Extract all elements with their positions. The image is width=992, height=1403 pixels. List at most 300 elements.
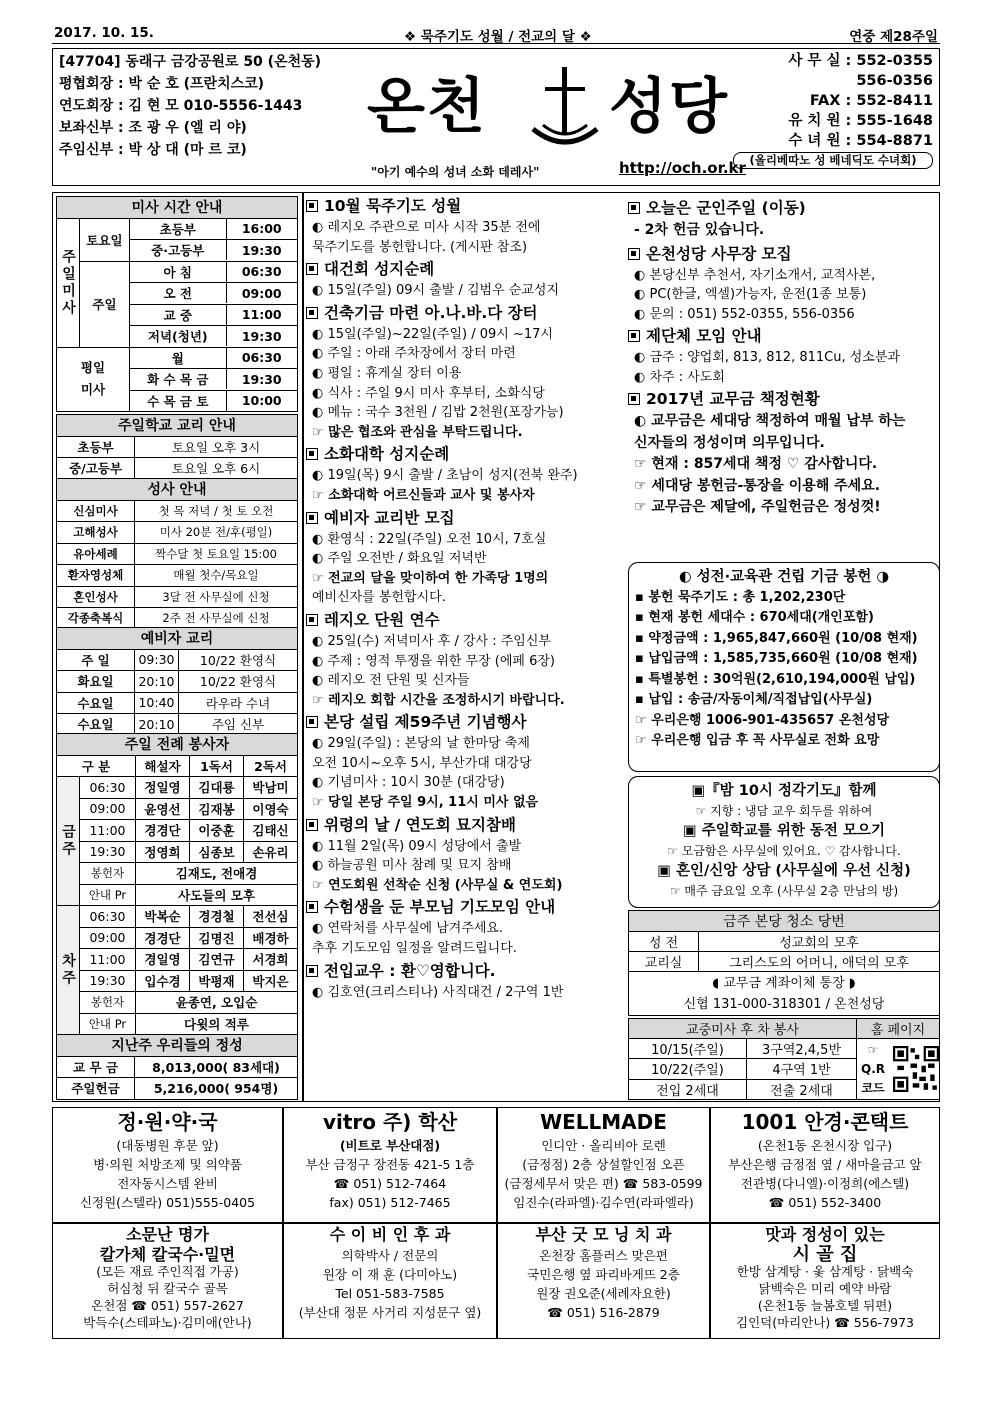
notice-line: ◐ 25일(수) 저녁미사 후 / 강사 : 주임신부 xyxy=(312,633,551,649)
announcement-line: ◐ 본당신부 추천서, 자기소개서, 교적사본, xyxy=(634,267,876,283)
ad-line: 전자동시스템 완비 xyxy=(117,1176,218,1191)
class-time: 20:10 xyxy=(135,714,179,736)
pastor: 주임신부 : 박 상 대 (마 르 코) xyxy=(59,142,247,158)
notice-line: ◐ 11월 2일(목) 09시 성당에서 출발 xyxy=(312,838,522,854)
mass-time: 09:00 xyxy=(80,798,136,820)
reader-1: 이중훈 xyxy=(190,820,244,842)
notice-heading xyxy=(306,895,624,919)
ad-block xyxy=(52,1223,283,1339)
mass-time: 19:30 xyxy=(80,970,136,992)
offertory-label: 봉헌자 xyxy=(80,863,136,885)
notice-line: ◐ 식사 : 주일 9시 미사 후부터, 소화식당 xyxy=(312,385,545,401)
catechumen-title: 예비자 교리 xyxy=(57,628,298,650)
notice-line: ◐ 김호연(크리스티나) 사직대건 / 2구역 1반 xyxy=(312,984,564,1000)
sacrament-name: 혼인성사 xyxy=(57,586,135,608)
ad-line: (부산대 정문 사거리 지성문구 옆) xyxy=(298,1305,482,1320)
announcement-line: ☞ 교무금은 제달에, 주일헌금은 정성껏! xyxy=(634,499,881,516)
ad-line: (금정세무서 맞은 편) ☎ 583-0599 xyxy=(504,1176,703,1191)
reader-1: 김재봉 xyxy=(190,798,244,820)
moved-parishioners: 전출 2세대 xyxy=(747,1079,857,1099)
mass-schedule-title: 미사 시간 안내 xyxy=(57,197,298,219)
month-theme: ❖ 묵주기도 성월 / 전교의 달 ❖ xyxy=(404,29,592,45)
reader-2: 손유리 xyxy=(244,841,298,863)
announcement-heading xyxy=(628,242,940,266)
mass-time: 11:00 xyxy=(241,307,282,323)
announcement-line: - 2차 헌금 있습니다. xyxy=(634,222,765,238)
address: [47704] 동래구 금강공원로 50 (온천동) xyxy=(59,54,322,70)
sacrament-info: 미사 20분 전/후(평일) xyxy=(135,522,298,544)
sacrament-info: 2주 전 사무실에 신청 xyxy=(135,608,298,630)
sunday-school-table xyxy=(56,414,298,480)
commentator: 박복순 xyxy=(136,906,190,928)
ad-line: 병·의원 처방조제 및 의약품 xyxy=(93,1157,242,1172)
service-date: 10/15(주일) xyxy=(629,1039,747,1059)
sacrament-info: 첫 목 저녁 / 첫 토 오전 xyxy=(135,500,298,522)
ad-line: (금정점) 2층 상설할인점 오픈 xyxy=(522,1157,685,1172)
ad-title: 정·원·약·국 xyxy=(117,1110,218,1134)
notice-title: 전입교우 : 환♡영합니다. xyxy=(324,961,496,980)
mass-time: 06:30 xyxy=(80,906,136,928)
council-president: 평협회장 : 박 순 호 (프란치스코) xyxy=(59,76,265,92)
last-week-offering-table xyxy=(56,1034,298,1100)
bullet-square-icon xyxy=(628,393,640,405)
notice-line: ◐ 15일(주일)~22일(주일) / 09시 ~17시 xyxy=(312,326,553,342)
announcement-heading xyxy=(628,387,940,411)
usher-label: 안내 Pr xyxy=(80,884,136,906)
notice-line: 추후 기도모임 일정을 알려드립니다. xyxy=(312,941,517,957)
ad-line: ☎ 051) 512-7464 xyxy=(333,1176,447,1191)
fund-line: ▪ 납입금액 : 1,585,735,660원 (10/08 현재) xyxy=(635,651,918,666)
mass-schedule-table xyxy=(56,196,298,412)
sacrament-info: 3달 전 사무실에 신청 xyxy=(135,586,298,608)
info-note: ☞ 지향 : 냉담 교우 회두를 위하여 xyxy=(695,804,873,818)
cross-logo-icon xyxy=(529,63,601,159)
ad-title: 수 이 비 인 후 과 xyxy=(329,1225,451,1244)
notice-line: 묵주기도를 봉헌합니다. (게시판 참조) xyxy=(312,239,528,255)
ad-line: 전관병(다니엘)·이정희(에스텔) xyxy=(740,1176,910,1191)
mass-row-label: 초등부 xyxy=(130,219,226,239)
notice-title: 대건회 성지순례 xyxy=(324,260,435,279)
notice-line: 오전 10시~오후 5시, 부산가대 대강당 xyxy=(312,755,532,771)
ad-line: 닭백숙은 미리 예약 바람 xyxy=(758,1281,892,1296)
mass-time: 10:00 xyxy=(241,393,282,409)
bullet-square-icon xyxy=(306,901,318,913)
catechumen-table xyxy=(56,627,298,736)
ad-block xyxy=(710,1223,940,1339)
service-group: 4구역 1반 xyxy=(747,1059,857,1079)
qr-label: Q.R xyxy=(861,1061,885,1076)
notice-line: ◐ 15일(주일) 09시 출발 / 김범우 순교성지 xyxy=(312,283,559,299)
offering-type: 교 무 금 xyxy=(57,1056,135,1078)
class-time: 10:40 xyxy=(135,692,179,714)
notice-line: ☞ 전교의 달을 맞이하여 한 가족당 1명의 xyxy=(312,570,549,586)
col-header: 1독서 xyxy=(190,755,244,777)
class-time: 09:30 xyxy=(135,649,179,671)
notice-title: 수험생을 둔 부모님 기도모임 안내 xyxy=(324,898,556,917)
announcement-title: 오늘은 군인주일 (이동) xyxy=(646,199,806,217)
ad-line: (모든 재료 주인직접 가공) xyxy=(96,1264,239,1279)
announcement-line: ☞ 세대당 봉헌금-통장을 이용해 주세요. xyxy=(634,477,881,494)
notice-title: 소화대학 성지순례 xyxy=(324,445,450,464)
announcement-heading xyxy=(628,196,940,220)
patron-motto: "아기 예수의 성녀 소화 데레사" xyxy=(371,165,540,179)
notice-line: ◐ 환영식 : 22일(주일) 오전 10시, 7호실 xyxy=(312,531,547,547)
class-note: 10/22 환영식 xyxy=(179,671,298,693)
bullet-square-icon xyxy=(628,330,640,342)
commentator: 입수경 xyxy=(136,970,190,992)
bullet-square-icon xyxy=(306,200,318,212)
ad-block xyxy=(710,1107,940,1223)
mass-time: 11:00 xyxy=(80,820,136,842)
offering-title: 지난주 우리들의 정성 xyxy=(57,1035,298,1057)
ad-line: 부산은행 금정점 옆 / 새마을금고 앞 xyxy=(728,1157,922,1172)
ad-title: WELLMADE xyxy=(540,1110,667,1134)
class-note: 라우라 수녀 xyxy=(179,692,298,714)
sacrament-name: 환자영성체 xyxy=(57,565,135,587)
notice-line: 예비신자를 봉헌합시다. xyxy=(312,590,446,606)
reader-2: 서경희 xyxy=(244,949,298,971)
cleaning-duty-table xyxy=(628,910,940,1016)
parish-title xyxy=(361,55,741,155)
service-date: 10/22(주일) xyxy=(629,1059,747,1079)
convent-phone: 수 녀 원 : 554-8871 xyxy=(788,133,933,149)
commentator: 정일영 xyxy=(136,777,190,799)
usher-group: 사도들의 모후 xyxy=(136,884,298,906)
offertory-names: 윤종연, 오입순 xyxy=(136,992,298,1014)
kindergarten-phone: 유 치 원 : 555-1648 xyxy=(788,113,933,129)
mass-time: 19:30 xyxy=(241,242,282,258)
convent-name: (올리베따노 성 베네딕도 수녀회) xyxy=(733,152,933,169)
ad-line: 의학박사 / 전문의 xyxy=(341,1248,439,1263)
parish-contacts xyxy=(59,51,359,161)
sacrament-name: 유아세례 xyxy=(57,543,135,565)
info-note: ☞ 매주 금요일 오후 (사무실 2층 만남의 방) xyxy=(669,884,899,898)
ad-line: 온천장 홈플러스 맞은편 xyxy=(539,1248,668,1263)
mass-row-label: 교 중 xyxy=(130,305,226,325)
announcement-title: 2017년 교무금 책정현황 xyxy=(646,390,820,409)
mass-time: 06:30 xyxy=(241,350,282,366)
commentator: 경경단 xyxy=(136,820,190,842)
usher-label: 안내 Pr xyxy=(80,1013,136,1035)
notice-line: ◐ 레지오 전 단원 및 신자들 xyxy=(312,673,470,689)
qr-code-icon[interactable] xyxy=(893,1046,939,1092)
fax: FAX : 552-8411 xyxy=(809,93,933,109)
sacrament-name: 고해성사 xyxy=(57,522,135,544)
ad-block xyxy=(52,1107,283,1223)
info-heading: ▣ 주일학교를 위한 동전 모으기 xyxy=(683,823,885,839)
mass-time: 06:30 xyxy=(241,264,282,280)
ad-line: 원장 이 재 훈 (다미아노) xyxy=(322,1267,458,1282)
parish-website-link[interactable]: http://och.or.kr xyxy=(619,159,746,177)
notice-heading xyxy=(306,442,624,466)
notice-title: 건축기금 마련 아.나.바.다 장터 xyxy=(324,303,538,322)
liturgy-title: 주일 전례 봉사자 xyxy=(57,734,298,756)
ad-line: ☎ 051) 552-3400 xyxy=(768,1195,882,1210)
offering-amount: 8,013,000( 83세대) xyxy=(135,1056,298,1078)
building-fund-box xyxy=(628,562,940,772)
sacraments-title: 성사 안내 xyxy=(57,479,298,501)
class-day: 주 일 xyxy=(57,649,135,671)
reader-2: 전선심 xyxy=(244,906,298,928)
col-header: 구 분 xyxy=(57,755,136,777)
school-time: 토요일 오후 3시 xyxy=(135,436,298,458)
school-level: 중/고등부 xyxy=(57,458,135,480)
mass-row-label: 저녁(청년) xyxy=(130,326,226,346)
column-divider xyxy=(302,192,304,1102)
ad-line: 신정원(스텔라) 051)555-0405 xyxy=(79,1195,256,1210)
mass-time: 16:00 xyxy=(241,221,282,237)
notice-line: ◐ 레지오 주관으로 미사 시작 35분 전에 xyxy=(312,220,541,235)
reader-1: 심종보 xyxy=(190,841,244,863)
notice-line: ◐ 평일 : 휴게실 장터 이용 xyxy=(312,365,462,381)
cleaning-area: 교리실 xyxy=(629,952,699,972)
ad-line: 허심청 뒤 칼국수 골목 xyxy=(107,1281,228,1296)
mass-time: 11:00 xyxy=(80,949,136,971)
notice-line: ☞ 레지오 회합 시간을 조정하시기 바랍니다. xyxy=(312,692,565,708)
ad-line: 박득수(스테파노)·김미애(안나) xyxy=(83,1315,252,1330)
office-phone: 사 무 실 : 552-0355 xyxy=(788,53,933,69)
offering-type: 주일헌금 xyxy=(57,1078,135,1100)
reader-1: 박평재 xyxy=(190,970,244,992)
prayer-info-box xyxy=(628,776,940,908)
tea-service-title: 교중미사 후 차 봉사 xyxy=(629,1019,857,1039)
notice-title: 예비자 교리반 모집 xyxy=(324,508,455,527)
commentator: 경일영 xyxy=(136,949,190,971)
new-parishioners: 전입 2세대 xyxy=(629,1079,747,1099)
offertory-label: 봉헌자 xyxy=(80,992,136,1014)
reader-1: 경경철 xyxy=(190,906,244,928)
sacrament-name: 신심미사 xyxy=(57,500,135,522)
fund-line: ▪ 현재 봉헌 세대수 : 670세대(개인포함) xyxy=(635,610,874,625)
title-part-1: 온천 xyxy=(367,72,487,142)
reader-2: 배경하 xyxy=(244,927,298,949)
announcement-title: 온천성당 사무장 모집 xyxy=(646,244,792,263)
info-note: ☞ 모금함은 사무실에 있어요. ♡ 감사합니다. xyxy=(667,844,901,858)
this-week-label: 금주 xyxy=(57,777,80,906)
liturgy-servers-table xyxy=(56,733,298,1035)
saturday-label: 토요일 xyxy=(80,218,130,261)
ad-line: 국민은행 옆 파리바게뜨 2층 xyxy=(527,1267,680,1282)
ad-line: 원장 권오준(세례자요한) xyxy=(536,1286,671,1301)
ad-line: Tel 051-583-7585 xyxy=(335,1286,445,1301)
notice-heading xyxy=(306,301,624,325)
ad-line: 칼가체 칼국수·밀면 xyxy=(99,1245,236,1264)
class-note: 10/22 환영식 xyxy=(179,649,298,671)
notice-title: 10월 묵주기도 성월 xyxy=(324,197,462,215)
ad-line: 인디안 · 올리비아 로렌 xyxy=(541,1138,666,1153)
reader-1: 김대룡 xyxy=(190,777,244,799)
ad-line: 한방 삼계탕 · 옻 삼계탕 · 닭백숙 xyxy=(736,1264,914,1279)
ad-title: 맛과 정성이 있는 xyxy=(765,1225,885,1244)
bullet-square-icon xyxy=(306,965,318,977)
ad-block xyxy=(283,1107,497,1223)
school-level: 초등부 xyxy=(57,436,135,458)
announcement-line: 신자들의 정성이며 의무입니다. xyxy=(634,434,825,451)
fund-bank-note: ☞ 우리은행 입금 후 꼭 사무실로 전화 요망 xyxy=(635,733,880,748)
weekday-mass-label: 평일 미사 xyxy=(57,347,130,412)
notice-line: ◐ 연락처를 사무실에 남겨주세요. xyxy=(312,921,504,937)
mass-time: 09:00 xyxy=(241,285,282,301)
announcement-line: ☞ 현재 : 857세대 책정 ♡ 감사합니다. xyxy=(634,456,878,473)
ad-line: 부산 금정구 장전동 421-5 1층 xyxy=(305,1157,475,1172)
fund-line: ▪ 특별봉헌 : 30억원(2,610,194,000원 납입) xyxy=(635,671,916,687)
notice-title: 레지오 단원 연수 xyxy=(324,610,440,629)
notice-line: ◐ 주일 : 아래 주차장에서 장터 마련 xyxy=(312,346,516,362)
ad-line: fax) 051) 512-7465 xyxy=(329,1195,451,1210)
sunday-school-title: 주일학교 교리 안내 xyxy=(57,415,298,437)
qr-label-2: 코드 xyxy=(861,1080,885,1095)
cleaning-group: 그리스도의 어머니, 애덕의 모후 xyxy=(699,952,940,972)
service-group: 3구역2,4,5반 xyxy=(747,1039,857,1059)
ad-block xyxy=(283,1223,497,1339)
class-day: 수요일 xyxy=(57,692,135,714)
notice-line: ◐ 기념미사 : 10시 30분 (대강당) xyxy=(312,775,505,791)
col-header: 2독서 xyxy=(244,755,298,777)
pointer-icon: ☞ xyxy=(867,1042,879,1057)
notice-title: 본당 설립 제59주년 기념행사 xyxy=(324,713,527,732)
sacrament-info: 짝수달 첫 토요일 15:00 xyxy=(135,543,298,565)
notice-line: ☞ 소화대학 어르신들과 교사 및 봉사자 xyxy=(312,487,535,503)
reader-2: 이영숙 xyxy=(244,798,298,820)
notice-title: 위령의 날 / 연도회 묘지참배 xyxy=(324,815,516,834)
fund-line: ▪ 납입 : 송금/자동이체/직접납입(사무실) xyxy=(635,692,873,707)
tea-service-table xyxy=(628,1018,940,1100)
col-header: 해설자 xyxy=(136,755,190,777)
class-note: 주임 신부 xyxy=(179,714,298,736)
announcement-line: ◐ PC(한글, 엑셀)가능자, 운전(1종 보통) xyxy=(634,287,867,303)
commentator: 정영희 xyxy=(136,841,190,863)
liturgical-week: 연중 제28주일 xyxy=(849,29,938,45)
bullet-square-icon xyxy=(306,512,318,524)
top-bar xyxy=(52,24,940,44)
fund-title: ◐ 성전·교육관 건립 기금 봉헌 ◑ xyxy=(678,569,890,585)
announcement-title: 제단체 모임 안내 xyxy=(646,327,762,346)
sacraments-table xyxy=(56,478,298,630)
ad-title: vitro 주) 학산 xyxy=(322,1110,458,1134)
announcement-line: ◐ 문의 : 051) 552-0355, 556-0356 xyxy=(634,306,855,322)
mass-row-label: 아 침 xyxy=(130,262,226,282)
bank-account: 신협 131-000-318301 / 온천성당 xyxy=(683,996,885,1012)
mass-row-label: 오 전 xyxy=(130,283,226,303)
mass-row-label: 중·고등부 xyxy=(130,240,226,260)
info-heading: ▣ 혼인/신앙 상담 (사무실에 우선 신청) xyxy=(657,863,911,879)
sacrament-name: 각종축복식 xyxy=(57,608,135,630)
class-day: 화요일 xyxy=(57,671,135,693)
phone-directory xyxy=(733,51,933,169)
ad-line: (온천1동 늘봄호텔 뒤편) xyxy=(757,1298,893,1313)
offering-amount: 5,216,000( 954명) xyxy=(135,1078,298,1100)
commentator: 윤영선 xyxy=(136,798,190,820)
reader-2: 박지은 xyxy=(244,970,298,992)
fund-bank-account: ☞ 우리은행 1006-901-435657 온천성당 xyxy=(635,712,890,728)
ad-block xyxy=(497,1223,710,1339)
mass-time: 06:30 xyxy=(80,777,136,799)
ad-line: 시 골 집 xyxy=(792,1244,858,1265)
fund-line: ▪ 봉헌 묵주기도 : 총 1,202,230단 xyxy=(635,589,846,605)
announcement-line: ◐ 교무금은 세대당 책정하여 매월 납부 하는 xyxy=(634,413,906,430)
ad-line: (온천1동 온천시장 입구) xyxy=(757,1138,893,1153)
mass-time: 09:00 xyxy=(80,927,136,949)
bullet-square-icon xyxy=(306,307,318,319)
ad-line: 김인덕(마리안나) ☎ 556-7973 xyxy=(736,1315,914,1330)
bullet-square-icon xyxy=(306,819,318,831)
ad-block xyxy=(497,1107,710,1223)
announcements-column xyxy=(628,196,940,519)
ad-line: (대동병원 후문 앞) xyxy=(116,1138,219,1153)
ad-line: 온천점 ☎ 051) 557-2627 xyxy=(91,1298,244,1313)
mass-time: 19:30 xyxy=(241,371,282,387)
sunday-mass-label: 주일미사 xyxy=(57,218,80,347)
masthead xyxy=(52,48,940,186)
notice-line: ◐ 주일 오전반 / 화요일 저녁반 xyxy=(312,551,487,567)
notice-line: ☞ 많은 협조와 관심을 부탁드립니다. xyxy=(312,424,523,440)
bullet-square-icon xyxy=(306,263,318,275)
notice-heading xyxy=(306,506,624,530)
announcement-line: ◐ 금주 : 양업회, 813, 812, 811Cu, 성소분과 xyxy=(634,350,900,366)
issue-date: 2017. 10. 15. xyxy=(54,25,154,41)
school-time: 토요일 오후 6시 xyxy=(135,458,298,480)
mass-time: 19:30 xyxy=(80,841,136,863)
notices-column xyxy=(306,194,624,1002)
cleaning-title: 금주 본당 청소 당번 xyxy=(629,911,940,932)
reader-1: 김명진 xyxy=(190,927,244,949)
ad-title: 부산 굿 모 닝 치 과 xyxy=(535,1225,672,1244)
notice-line: ◐ 메뉴 : 국수 3천원 / 김밥 2천원(포장가능) xyxy=(312,405,564,421)
mass-time: 19:30 xyxy=(241,328,282,344)
bank-title: ◖ 교무금 계좌이체 통장 ◗ xyxy=(712,975,856,991)
notice-line: ☞ 당일 본당 주일 9시, 11시 미사 없음 xyxy=(312,795,539,811)
usher-group: 다윗의 적루 xyxy=(136,1013,298,1035)
notice-line: ◐ 주제 : 영적 투쟁을 위한 무장 (에페 6장) xyxy=(312,653,556,669)
title-part-2: 성당 xyxy=(609,72,729,142)
mass-row-label: 화 수 목 금 xyxy=(130,369,226,389)
notice-heading xyxy=(306,257,624,281)
notice-heading xyxy=(306,710,624,734)
notice-heading xyxy=(306,608,624,632)
bullet-square-icon xyxy=(306,614,318,626)
announcement-heading xyxy=(628,324,940,348)
next-week-label: 차주 xyxy=(57,906,80,1035)
notice-heading xyxy=(306,959,624,983)
fund-line: ▪ 약정금액 : 1,965,847,660원 (10/08 현재) xyxy=(635,630,918,646)
notice-line: ☞ 연도회원 선착순 신청 (사무실 & 연도회) xyxy=(312,877,563,893)
notice-heading xyxy=(306,194,624,218)
prayer-president: 연도회장 : 김 현 모 010-5556-1443 xyxy=(59,98,303,114)
homepage-label: 홈 페이지 xyxy=(857,1019,940,1039)
notice-line: ◐ 하늘공원 미사 참례 및 묘지 참배 xyxy=(312,858,512,874)
bullet-square-icon xyxy=(306,716,318,728)
bullet-square-icon xyxy=(306,448,318,460)
ad-line: (비트로 부산대점) xyxy=(339,1138,441,1153)
reader-1: 김연규 xyxy=(190,949,244,971)
class-day: 수요일 xyxy=(57,714,135,736)
offertory-names: 김재도, 전애경 xyxy=(136,863,298,885)
info-heading: ▣『밤 10시 정각기도』함께 xyxy=(691,783,877,799)
cleaning-group: 성교회의 모후 xyxy=(699,932,940,952)
announcement-line: ◐ 차주 : 사도회 xyxy=(634,369,725,385)
ad-line: ☎ 051) 516-2879 xyxy=(547,1305,660,1320)
mass-row-label: 수 목 금 토 xyxy=(130,391,226,411)
notice-line: ◐ 19일(목) 9시 출발 / 초남이 성지(전북 완주) xyxy=(312,468,578,484)
sunday-label: 주일 xyxy=(80,261,130,347)
notice-line: ◐ 29일(주일) : 본당의 날 한마당 축제 xyxy=(312,736,530,752)
ad-title: 1001 안경·콘택트 xyxy=(741,1110,909,1134)
reader-2: 김태신 xyxy=(244,820,298,842)
class-time: 20:10 xyxy=(135,671,179,693)
notice-heading xyxy=(306,813,624,837)
reader-2: 박남미 xyxy=(244,777,298,799)
commentator: 경경단 xyxy=(136,927,190,949)
